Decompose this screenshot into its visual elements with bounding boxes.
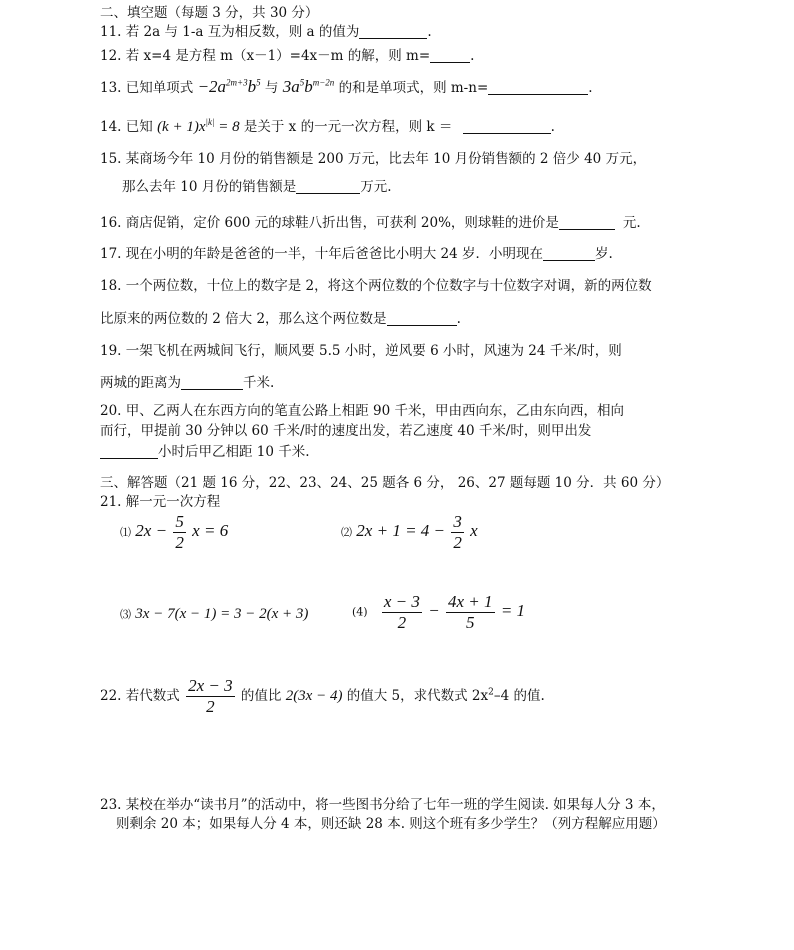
q21-e1-lhs: 2x − bbox=[135, 521, 168, 540]
q11-text: 11. 若 2a 与 1-a 互为相反数，则 a 的值为 bbox=[100, 24, 360, 40]
q21-equation-1 bbox=[120, 512, 228, 553]
q17-text: 17. 现在小明的年龄是爸爸的一半，十年后爸爸比小明大 24 岁．小明现在 bbox=[100, 246, 544, 262]
q21-e1-fraction bbox=[173, 512, 186, 553]
q21-e3-expr: 3x − 7(x − 1) = 3 − 2(x + 3) bbox=[135, 606, 309, 622]
q14-post: 是关于 x 的一元一次方程，则 k ＝ bbox=[243, 119, 453, 135]
q21-e4-rhs: = 1 bbox=[500, 601, 526, 620]
q21-e4-fraction-1 bbox=[382, 592, 422, 633]
q21-e4-denominator-2: 5 bbox=[466, 613, 475, 632]
q16-text: 16. 商店促销，定价 600 元的球鞋八折出售，可获利 20%，则球鞋的进价是 bbox=[100, 215, 559, 231]
question-17 bbox=[100, 245, 613, 263]
q21-e2-lhs: 2x + 1 = 4 − bbox=[356, 521, 446, 540]
q13-pre: 13. 已知单项式 bbox=[100, 80, 194, 96]
q22-post: 的值大 5，求代数式 2x bbox=[346, 688, 489, 704]
section-3-header: 三、解答题（21 题 16 分，22、23、24、25 题各 6 分， 26、27 题每题 10 分．共 60 分） bbox=[100, 475, 670, 491]
q11-blank[interactable] bbox=[359, 24, 427, 39]
question-14 bbox=[100, 118, 555, 136]
q14-blank[interactable] bbox=[463, 119, 551, 134]
q21-e1-label: ⑴ bbox=[120, 526, 131, 539]
q13-blank[interactable] bbox=[488, 80, 588, 95]
q13-post: 的和是单项式，则 m-n= bbox=[338, 80, 489, 96]
q22-denominator: 2 bbox=[206, 697, 215, 716]
q19-blank[interactable] bbox=[181, 375, 243, 390]
question-16 bbox=[100, 214, 641, 232]
question-23-line-1: 23. 某校在举办“读书月”的活动中，将一些图书分给了七年一班的学生阅读. 如果每人分 3 本， bbox=[100, 797, 665, 813]
q22-mid: 的值比 bbox=[240, 688, 282, 704]
q21-e4-operator: − bbox=[428, 601, 440, 620]
q18-end: . bbox=[456, 311, 461, 327]
q22-expression: 2(3x − 4) bbox=[285, 688, 343, 704]
q13-monomial-1: $-2a^{2m+3}b^5$ bbox=[197, 77, 261, 96]
q21-e2-numerator: 3 bbox=[453, 512, 462, 531]
q12-text: 12. 若 x=4 是方程 m（x－1）=4x－m 的解，则 m= bbox=[100, 48, 431, 64]
q15-blank[interactable] bbox=[296, 179, 360, 194]
question-23-line-2: 则剩余 20 本；如果每人分 4 本，则还缺 28 本. 则这个班有多少学生？（列方程解应用题） bbox=[116, 816, 666, 832]
q13-end: . bbox=[588, 80, 593, 96]
q17-blank[interactable] bbox=[543, 246, 595, 261]
q22-numerator: 2x − 3 bbox=[188, 676, 233, 695]
question-21-title: 21. 解一元一次方程 bbox=[100, 494, 221, 510]
q22-fraction bbox=[186, 676, 235, 717]
q21-e4-numerator-2: 4x + 1 bbox=[448, 592, 493, 611]
question-11 bbox=[100, 23, 432, 41]
q14-pre: 14. 已知 bbox=[100, 119, 153, 135]
question-19-line-1: 19. 一架飞机在两城间飞行，顺风要 5.5 小时，逆风要 6 小时，风速为 24 千米/时，则 bbox=[100, 343, 622, 359]
q22-exponent: 2 bbox=[488, 687, 494, 698]
question-13 bbox=[100, 78, 593, 97]
q12-blank[interactable] bbox=[430, 48, 470, 63]
q12-end: . bbox=[470, 48, 475, 64]
q21-e2-rhs: x bbox=[470, 521, 478, 540]
q13-mid: 与 bbox=[264, 80, 279, 96]
q21-e1-numerator: 5 bbox=[175, 512, 184, 531]
q20-line3: 小时后甲乙相距 10 千米. bbox=[158, 444, 310, 460]
question-19-line-2 bbox=[100, 374, 274, 392]
q21-e2-fraction bbox=[451, 512, 464, 553]
q16-end: 元. bbox=[622, 215, 641, 231]
q21-e4-denominator-1: 2 bbox=[397, 613, 407, 632]
section-2-header: 二、填空题（每题 3 分，共 30 分） bbox=[100, 5, 319, 21]
q18-blank[interactable] bbox=[387, 311, 457, 326]
q17-end: 岁. bbox=[595, 246, 613, 262]
q22-end: –4 的值. bbox=[493, 688, 545, 704]
question-20-line-3 bbox=[100, 443, 310, 461]
q13-monomial-2: $3a^5b^{m-2n}$ bbox=[282, 77, 335, 96]
q15-line2-pre: 那么去年 10 月份的销售额是 bbox=[122, 179, 297, 195]
q20-blank[interactable] bbox=[100, 444, 158, 459]
q18-line2: 比原来的两位数的 2 倍大 2，那么这个两位数是 bbox=[100, 311, 387, 327]
q21-e4-fraction-2 bbox=[446, 592, 495, 633]
q14-end: . bbox=[550, 119, 555, 135]
q14-equation: $(k + 1)x^{|k|} = 8$ bbox=[157, 117, 240, 135]
question-20-line-1: 20. 甲、乙两人在东西方向的笔直公路上相距 90 千米，甲由西向东，乙由东向西，相向 bbox=[100, 403, 625, 419]
q15-line2-post: 万元. bbox=[360, 179, 392, 195]
q21-e4-label: (4) bbox=[352, 605, 368, 619]
question-18-line-2 bbox=[100, 310, 461, 328]
question-20-line-2: 而行，甲提前 30 分钟以 60 千米/时的速度出发，若乙速度 40 千米/时，则甲出发 bbox=[100, 423, 592, 439]
q11-end: . bbox=[427, 24, 432, 40]
question-15-line-2 bbox=[122, 178, 392, 196]
q21-e4-numerator-1: x − 3 bbox=[383, 592, 420, 611]
q21-e1-rhs: x = 6 bbox=[192, 521, 229, 540]
q21-equation-4 bbox=[352, 592, 525, 633]
question-15-line-1: 15. 某商场今年 10 月份的销售额是 200 万元，比去年 10 月份销售额的 2 倍少 40 万元， bbox=[100, 151, 647, 167]
q21-equation-3 bbox=[120, 605, 308, 624]
q21-e1-denominator: 2 bbox=[175, 533, 184, 552]
q21-e3-label: ⑶ bbox=[120, 608, 131, 621]
q19-end: 千米. bbox=[243, 375, 275, 391]
question-18-line-1: 18. 一个两位数，十位上的数字是 2，将这个两位数的个位数字与十位数字对调，新的两位数 bbox=[100, 278, 652, 294]
q19-line2: 两城的距离为 bbox=[100, 375, 181, 391]
q21-e2-denominator: 2 bbox=[453, 533, 462, 552]
q21-e2-label: ⑵ bbox=[341, 526, 352, 539]
question-22 bbox=[100, 676, 545, 717]
q21-equation-2 bbox=[341, 512, 478, 553]
q16-blank[interactable] bbox=[559, 215, 615, 230]
question-12 bbox=[100, 47, 474, 65]
q22-pre: 22. 若代数式 bbox=[100, 688, 180, 704]
